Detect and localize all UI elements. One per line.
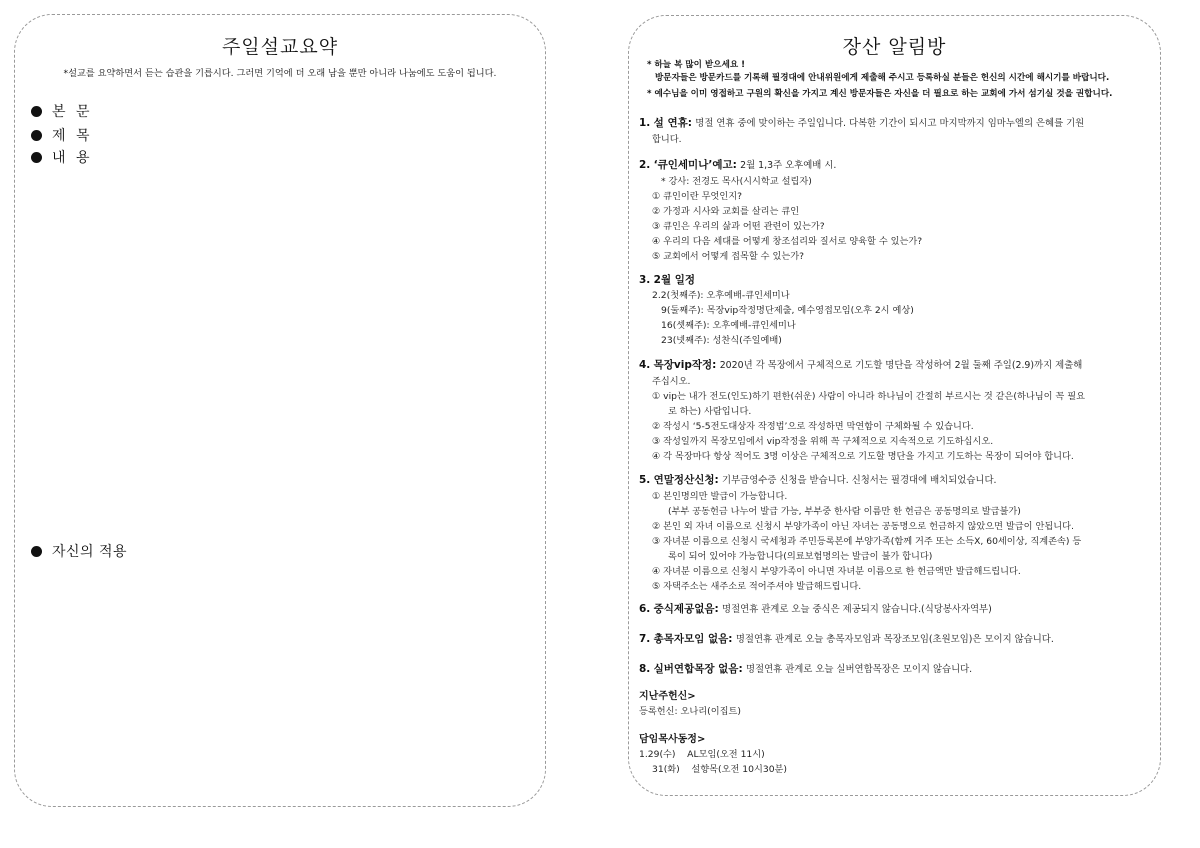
section-line: ⑤ 자택주소는 새주소로 적어주셔야 발급해드립니다. <box>652 581 862 592</box>
section-description: 2월 1,3주 오후예배 시. <box>740 160 837 171</box>
section-line: ① vip는 내가 전도(인도)하기 편한(쉬운) 사람이 아니라 하나님이 간절히 부르시는 것 같은(하나님이 꼭 필요 <box>652 391 1085 402</box>
section-line: 주십시오. <box>652 376 691 387</box>
bullet-sermon-title <box>31 125 93 145</box>
section-5 <box>639 472 1148 594</box>
bullet-content <box>31 147 93 167</box>
section-8 <box>639 661 1148 678</box>
section-line: 2.2(첫째주): 오후예배-큐인세미나 <box>652 290 790 301</box>
section-description: 명절연휴 관계로 오늘 실버연합목장은 모이지 않습니다. <box>745 664 973 675</box>
section-number: 4. <box>639 359 651 371</box>
bullet-label: 내 용 <box>52 150 93 166</box>
bullet-label: 본 문 <box>52 104 93 120</box>
section-line: ② 본인 외 자녀 이름으로 신청시 부양가족이 아닌 자녀는 공동명으로 헌금하지 않았으면 발급이 안됩니다. <box>652 521 1074 532</box>
section-number: 1. <box>639 117 651 129</box>
section-number: 5. <box>639 474 651 486</box>
section-number: 8. <box>639 663 651 675</box>
notice-line: * 하늘 복 많이 받으세요 ! <box>647 60 746 70</box>
section-2 <box>639 157 1148 264</box>
section-line: 로 하는) 사람입니다. <box>668 406 752 417</box>
section-heading <box>639 472 1148 489</box>
pastor-schedule-section <box>639 732 1148 777</box>
notice-visitors <box>647 88 1146 101</box>
announcements-panel <box>628 15 1161 796</box>
section-label: ‘큐인세미나’예고: <box>653 159 737 171</box>
bullet-dot-icon <box>31 152 42 163</box>
section-number: 2. <box>639 159 651 171</box>
section-line: ① 큐인이란 무엇인지? <box>652 191 742 202</box>
section-line: ② 가정과 시사와 교회를 살리는 큐인 <box>652 206 800 217</box>
sermon-summary-panel <box>14 14 546 807</box>
offering-line: 등록헌신: 오나리(이집트) <box>639 706 741 717</box>
bullet-label: 제 목 <box>52 128 93 144</box>
section-line: 록이 되어 있어야 가능합니다(의료보험명의는 발급이 불가 합니다) <box>668 551 933 562</box>
section-line: ⑤ 교회에서 어떻게 접목할 수 있는가? <box>652 251 804 262</box>
bullet-dot-icon <box>31 546 42 557</box>
section-line: ④ 자녀분 이름으로 신청시 부양가족이 아니면 자녀분 이름으로 한 헌금액만 발급해드립니다. <box>652 566 1021 577</box>
section-line: ② 작성시 ‘5-5전도대상자 작정법’으로 작성하면 막연함이 구체화될 수 있습니다. <box>652 421 974 432</box>
section-6 <box>639 601 1148 618</box>
section-description: 2020년 각 목장에서 구체적으로 기도할 명단을 작성하여 2월 둘째 주일(2.9)까지 제출해 <box>719 360 1083 371</box>
section-line: 23(넷째주): 성찬식(주일예배) <box>661 335 782 346</box>
section-number: 7. <box>639 633 651 645</box>
section-label: 2월 일정 <box>653 274 696 286</box>
pastor-schedule-title: 담임목사동정> <box>639 734 706 745</box>
section-line: 16(셋째주): 오후예배-큐인세미나 <box>661 320 796 331</box>
section-description: 명절 연휴 중에 맞이하는 주일입니다. 다복한 기간이 되시고 마지막까지 임마누엘의 은혜를 기원 <box>695 118 1085 129</box>
section-line: ③ 작성일까지 목장모임에서 vip작정을 위해 꼭 구체적으로 지속적으로 기도하십시오. <box>652 436 994 447</box>
section-line: * 강사: 전경도 목사(시시학교 설립자) <box>661 176 812 187</box>
section-description: 명절연휴 관계로 오늘 총목자모임과 목장조모임(초원모임)은 모이지 않습니다. <box>735 634 1054 645</box>
section-label: 총목자모임 없음: <box>653 633 733 645</box>
bullet-label: 자신의 적용 <box>52 544 128 560</box>
section-label: 연말정산신청: <box>653 474 719 486</box>
pastor-schedule-line: 1.29(수) AL모임(오전 11시) <box>639 749 765 760</box>
section-description: 명절연휴 관계로 오늘 중식은 제공되지 않습니다.(식당봉사자역부) <box>722 604 992 615</box>
section-7 <box>639 631 1148 648</box>
section-description: 기부금영수증 신청을 받습니다. 신청서는 필경대에 배치되었습니다. <box>722 475 997 486</box>
section-line: 9(둘째주): 목장vip작정명단제출, 예수영접모임(오후 2시 예상) <box>661 305 914 316</box>
section-3 <box>639 272 1148 348</box>
bullet-dot-icon <box>31 130 42 141</box>
section-1 <box>639 115 1148 147</box>
section-heading <box>639 661 1148 678</box>
sermon-summary-instruction: *설교를 요약하면서 듣는 습관을 기릅시다. 그러면 기억에 더 오래 남을 뿐만 아니라 나눔에도 도움이 됩니다. <box>63 68 497 79</box>
section-label: 실버연합목장 없음: <box>653 663 743 675</box>
section-label: 설 연휴: <box>653 117 692 129</box>
section-heading <box>639 157 1148 174</box>
section-line: ③ 큐인은 우리의 삶과 어떤 관련이 있는가? <box>652 221 825 232</box>
sermon-summary-title: 주일설교요약 <box>221 36 339 58</box>
section-heading <box>639 272 1148 288</box>
section-line: ① 본인명의만 발급이 가능합니다. <box>652 491 788 502</box>
section-line: (부부 공동헌금 나누어 발급 가능, 부부중 한사람 이름만 한 헌금은 공동명의로 발급불가) <box>668 506 1021 517</box>
offering-section <box>639 689 1148 719</box>
offering-title: 지난주헌신> <box>639 691 696 702</box>
section-number: 6. <box>639 603 651 615</box>
bullet-application <box>31 541 127 561</box>
section-line: ④ 각 목장마다 항상 적어도 3명 이상은 구체적으로 기도할 명단을 가지고 기도하는 목장이 되어야 합니다. <box>652 451 1074 462</box>
section-label: 목장vip작정: <box>653 359 717 371</box>
notice-line: * 예수님을 이미 영접하고 구원의 확신을 가지고 계신 방문자들은 자신을 더 필요로 하는 교회에 가서 섬기실 것을 권합니다. <box>647 89 1113 99</box>
section-heading <box>639 601 1148 618</box>
section-line: ④ 우리의 다음 세대를 어떻게 창조섭리와 질서로 양육할 수 있는가? <box>652 236 923 247</box>
section-number: 3. <box>639 274 651 286</box>
pastor-schedule-line: 31(화) 설향목(오전 10시30분) <box>652 764 788 775</box>
bullet-scripture <box>31 101 93 121</box>
section-label: 중식제공없음: <box>653 603 719 615</box>
section-heading <box>639 115 1148 132</box>
section-4 <box>639 357 1148 464</box>
bullet-dot-icon <box>31 106 42 117</box>
section-heading <box>639 631 1148 648</box>
notice-welcome <box>647 59 1146 85</box>
section-line: ③ 자녀분 이름으로 신청시 국세청과 주민등록본에 부양가족(함께 거주 또는 소득X, 60세이상, 직계존속) 등 <box>652 536 1082 547</box>
section-heading <box>639 357 1148 374</box>
notice-line: 방문자들은 방문카드를 기록해 필경대에 안내위원에게 제출해 주시고 등록하실 분들은 헌신의 시간에 해시기를 바랍니다. <box>655 73 1110 83</box>
announcements-title: 장산 알림방 <box>842 36 947 58</box>
section-line: 합니다. <box>652 134 682 145</box>
